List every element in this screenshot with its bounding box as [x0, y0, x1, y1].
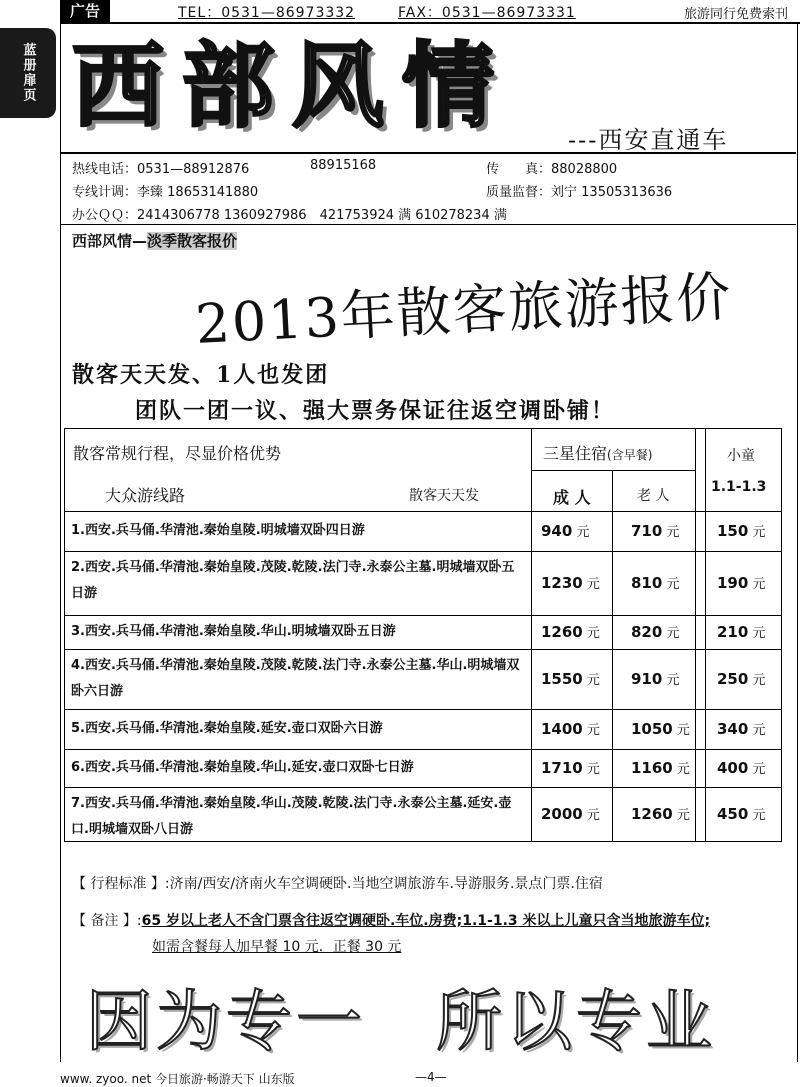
table-row-price-child: 250 元	[717, 670, 766, 688]
price-table	[64, 428, 782, 842]
contact-hotline2: 88915168	[310, 158, 377, 173]
brand-subtitle: ---西安直通车	[568, 126, 729, 154]
table-row-route: 3.西安.兵马俑.华清池.秦始皇陵.华山.明城墙双卧五日游	[71, 624, 396, 639]
table-row-price-senior: 1260 元	[631, 805, 690, 823]
footer-site: www. zyoo. net 今日旅游·畅游天下 山东版	[60, 1072, 295, 1086]
motto: 因为专一 所以专业	[86, 983, 716, 1060]
table-row-route: 2.西安.兵马俑.华清池.秦始皇陵.茂陵.乾陵.法门寺.永泰公主墓.明城墙双卧五日游	[71, 560, 515, 601]
table-row-price-child: 210 元	[717, 623, 766, 641]
page-number: —4—	[415, 1070, 447, 1084]
table-row-price-child: 400 元	[717, 759, 766, 777]
table-row-price-child: 450 元	[717, 805, 766, 823]
ad-label: 广告	[60, 0, 110, 22]
table-header-hotel: 三星住宿(含早餐)	[543, 444, 653, 463]
table-row-route: 5.西安.兵马俑.华清池.秦始皇陵.延安.壶口双卧六日游	[71, 721, 383, 736]
table-row-price-senior: 710 元	[631, 522, 680, 540]
table-header-child: 小童	[727, 448, 755, 464]
table-row-route: 4.西安.兵马俑.华清池.秦始皇陵.茂陵.乾陵.法门寺.永泰公主墓.华山.明城墙双卧六日游	[71, 658, 520, 699]
table-row-price-adult: 1230 元	[541, 574, 600, 592]
remark-meals: 如需含餐每人加早餐 10 元．正餐 30 元	[152, 939, 402, 955]
table-row-price-child: 340 元	[717, 720, 766, 738]
contact-planner: 专线计调：李臻 18653141880	[72, 185, 259, 200]
table-header-adult: 成 人	[553, 488, 591, 507]
divider	[60, 224, 796, 225]
table-row-price-adult: 1550 元	[541, 670, 600, 688]
top-fax: FAX：0531—86973331	[398, 5, 576, 21]
side-tab: 蓝册扉页	[0, 28, 56, 118]
table-row-price-adult: 940 元	[541, 522, 590, 540]
table-row-route: 7.西安.兵马俑.华清池.秦始皇陵.华山.茂陵.乾陵.法门寺.永泰公主墓.延安.壶口.明城墙双卧八日游	[71, 796, 512, 837]
table-header-child-range: 1.1-1.3	[711, 479, 767, 495]
contact-hotline: 热线电话：0531—88912876	[72, 162, 250, 177]
contact-qc: 质量监督：刘宁 13505313636	[486, 185, 673, 200]
slogan-2: 团队一团一议、强大票务保证往返空调卧铺！	[135, 398, 616, 424]
section-title: 西部风情—淡季散客报价	[72, 232, 238, 250]
top-tel: TEL：0531—86973332	[178, 5, 356, 21]
table-row-price-senior: 810 元	[631, 574, 680, 592]
table-header-intro: 散客常规行程，尽显价格优势	[73, 444, 282, 463]
table-row-price-child: 190 元	[717, 574, 766, 592]
table-row-route: 6.西安.兵马俑.华清池.秦始皇陵.华山.延安.壶口双卧七日游	[71, 760, 414, 775]
table-row-price-adult: 1710 元	[541, 759, 600, 777]
contact-fax: 传 真：88028800	[486, 162, 618, 177]
table-row-route: 1.西安.兵马俑.华清池.秦始皇陵.明城墙双卧四日游	[71, 523, 365, 538]
table-header-senior: 老 人	[637, 488, 670, 504]
slogan-1: 散客天天发、1人也发团	[72, 362, 330, 388]
page-title: 2013年散客旅游报价	[193, 264, 734, 357]
table-header-route: 大众游线路	[105, 486, 186, 505]
table-row-price-senior: 910 元	[631, 670, 680, 688]
table-row-price-senior: 820 元	[631, 623, 680, 641]
brand-title: 西部风情	[72, 32, 513, 140]
table-header-daily: 散客天天发	[409, 488, 479, 504]
table-row-price-senior: 1050 元	[631, 720, 690, 738]
table-row-price-adult: 1260 元	[541, 623, 600, 641]
divider	[60, 152, 796, 154]
itinerary-standard: 【 行程标准 】:济南/西安/济南火车空调硬卧.当地空调旅游车.导游服务.景点门票.住宿	[72, 876, 603, 892]
catalog-label: 旅游同行免费索刊	[683, 7, 788, 22]
table-row-price-senior: 1160 元	[631, 759, 690, 777]
table-row-price-child: 150 元	[717, 522, 766, 540]
remark: 【 备注 】:65 岁以上老人不含门票含往返空调硬卧.车位.房费;1.1-1.3 米以上儿童只含当地旅游车位;	[72, 913, 711, 929]
table-row-price-adult: 2000 元	[541, 805, 600, 823]
contact-qq: 办公ＱＱ：2414306778 1360927986 421753924 满 610278234 满	[72, 208, 507, 223]
table-row-price-adult: 1400 元	[541, 720, 600, 738]
